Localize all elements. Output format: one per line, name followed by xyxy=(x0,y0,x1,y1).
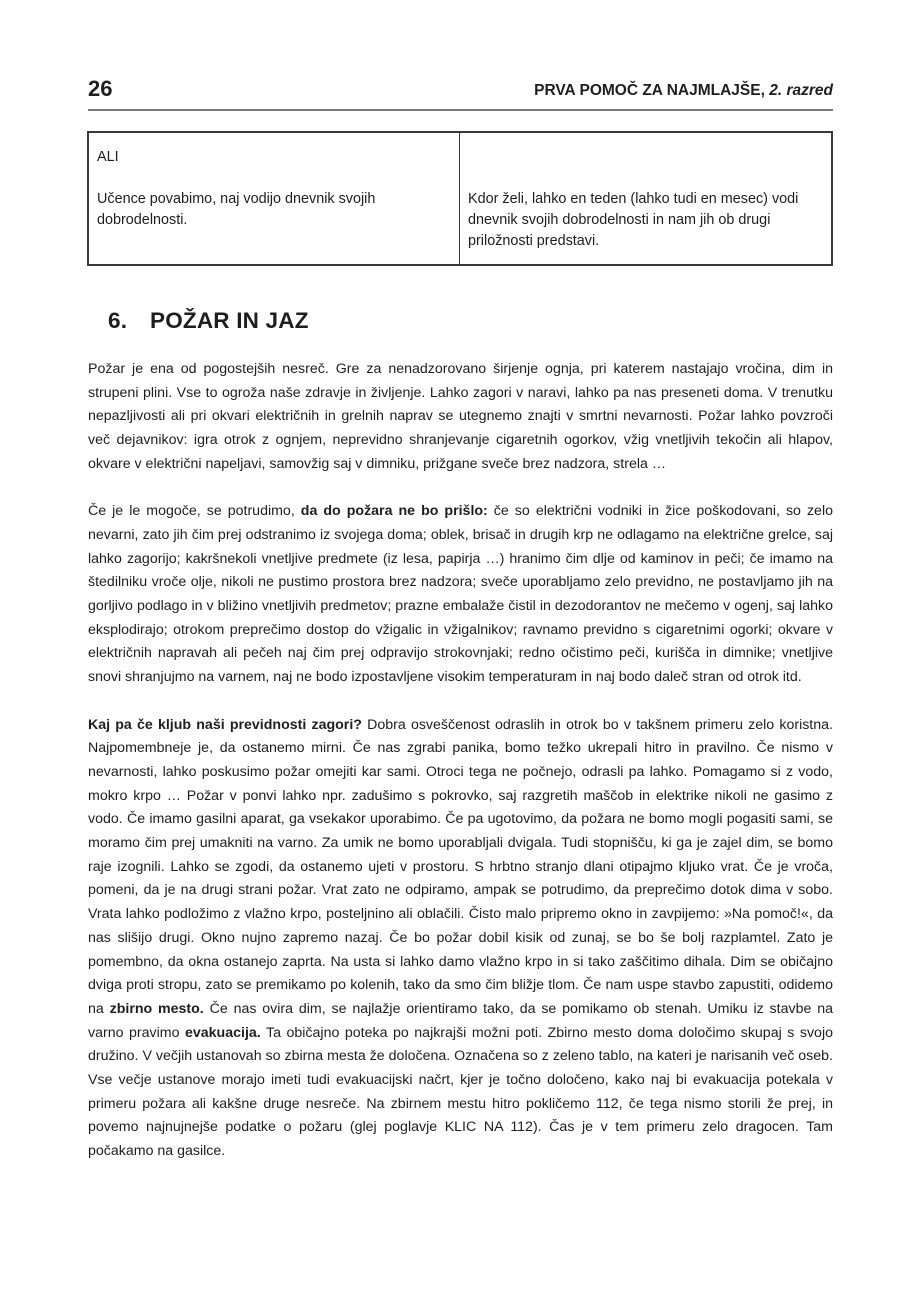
prevention-emphasis: da do požara ne bo prišlo: xyxy=(300,503,488,520)
response-lead: Kaj pa če kljub naši previdnosti zagori? xyxy=(88,716,362,733)
alt-label: ALI xyxy=(97,149,119,165)
book-title: PRVA POMOČ ZA NAJMLAJŠE, xyxy=(534,82,765,99)
paragraph-response: Kaj pa če kljub naši previdnosti zagori? Dobra osveščenost odraslih in otrok bo v takšnem primeru zelo koristna. Najpomembneje je, da ostanemo mirni. Če nas zgrabi panika, bomo težko ukrepali hitro in pravilno. Če nismo v nevarnosti, lahko poskusimo požar omejiti kar sami. Otroci tega ne počnejo, odrasli pa lahko. Pomagamo si z vodo, mokro krpo … Požar v ponvi lahko npr. zadušimo s pokrovko, saj razgretih maščob in elektrike nikoli ne gasimo z vodo. Če imamo gasilni aparat, ga vsekakor uporabimo. Če pa ugotovimo, da požara ne bomo mogli pogasiti sami, se moramo čim prej umakniti na varno. Za umik ne bomo uporabljali dvigala. Tudi stopnišču, ki ga je zajel dim, se bomo raje izognili. Lahko se zgodi, da ostanemo ujeti v prostoru. S hrbtno stranjo dlani otipajmo kljuko vrat. Če je vroča, pomeni, da je na drugi strani požar. Vrat zato ne odpiramo, ampak se potrudimo, da preprečimo dotok dima v sobo. Vrata lahko podložimo z vlažno krpo, posteljnino ali oblačili. Čisto malo pripremo okno in zavpijemo: »Na pomoč!«, da nas slišijo drugi. Okno nujno zapremo nazaj. Če bo požar dobil kisik od zunaj, se bo še bolj razplamtel. Zato je pomembno, da okna ostanejo zaprta. Na usta si lahko damo vlažno krpo in si tako zaščitimo dihala. Dim se običajno dviga proti stropu, zato se premikamo po kolenih, tako da smo čim bližje tlom. Če nam uspe stavbo zapustiti, odidemo na zbirno mesto. Če nas ovira dim, se najlažje orientiramo tako, da se pomikamo ob stenah. Umiku iz stavbe na varno pravimo evakuacija. Ta običajno poteka po najkrajši možni poti. Zbirno mesto doma določimo skupaj s svojo družino. V večjih ustanovah so zbirna mesta že določena. Označena so z zeleno tablo, na kateri je narisanih več oseb. Vse večje ustanove morajo imeti tudi evakuacijski načrt, kjer je točno določeno, kako naj bi evakuacija potekala v primeru požara ali kakšne druge nesreče. Na zbirnem mestu hitro pokličemo 112, če tega nismo storili že prej, in povemo najnujnejše podatke o požaru (glej poglavje KLIC NA 112). Čas je v tem primeru zelo dragocen. Tam počakamo na gasilce. xyxy=(88,716,833,1160)
section-number: 6. xyxy=(108,308,128,333)
right-cell-text: Kdor želi, lahko en teden (lahko tudi en mesec) vodi dnevnik svojih dobrodelnosti in nam jih ob drugi priložnosti predstavi. xyxy=(468,191,799,249)
paragraph-prevention: Če je le mogoče, se potrudimo, da do požara ne bo prišlo: če so električni vodniki in žice poškodovani, so zelo nevarni, zato jih čim prej odstranimo iz svojega doma; oblek, brisač in drugih krp ne odlagamo na električne grelce, saj lahko zagorijo; kakršnekoli vnetljive predmete (iz lesa, papirja …) hranimo čim dlje od kaminov in peči; če imamo na štedilniku vroče olje, nikoli ne pustimo prostora brez nadzora; sveče uporabljamo zelo previdno, ne postavljamo jih na gorljivo podlago in v bližino vnetljivih predmetov; prazne embalaže čistil in dezodorantov ne mečemo v ogenj, saj lahko eksplodirajo; otrokom preprečimo dostop do vžigalic in vžigalnikov; ravnamo previdno s cigaretnimi ogorki; okvare v električnih napravah ali pečeh naj čim prej odpravijo strokovnjaki; redno očistimo peči, kurišča in dimnike; vnetljive snovi shranjujmo na varnem, naj ne bodo izpostavljene visokim temperaturam in naj bodo daleč stran od otrok itd. xyxy=(88,503,833,686)
page-header xyxy=(88,76,833,106)
table-row xyxy=(88,132,832,265)
book-subtitle: 2. razred xyxy=(769,82,833,99)
running-title xyxy=(534,82,833,100)
section-heading: POŽAR IN JAZ xyxy=(150,308,309,333)
left-cell-text: Učence povabimo, naj vodijo dnevnik svojih dobrodelnosti. xyxy=(97,191,376,228)
header-rule xyxy=(88,109,833,111)
activity-table xyxy=(87,131,833,266)
table-cell-left xyxy=(88,132,460,265)
table-cell-right xyxy=(460,132,833,265)
term-assembly-point: zbirno mesto. xyxy=(109,1000,204,1017)
term-evacuation: evakuacija. xyxy=(185,1024,261,1041)
paragraph-intro: Požar je ena od pogostejših nesreč. Gre za nenadzorovano širjenje ognja, pri katerem nastajajo vročina, dim in strupeni plini. Vse to ogroža naše zdravje in življenje. Lahko zagori v naravi, lahko pa nas preseneti doma. V trenutku nepazljivosti ali pri okvari električnih in grelnih naprav se utegnemo znajti v smrtni nevarnosti. Požar lahko povzroči več dejavnikov: igra otrok z ognjem, neprevidno shranjevanje cigaretnih ogorkov, vžig vnetljivih tekočin ali hlapov, okvare v električni napeljavi, samovžig saj v dimniku, prižgane sveče brez nadzora, strela … xyxy=(88,361,833,472)
section-title xyxy=(108,308,309,334)
page-number: 26 xyxy=(88,76,113,101)
body-text xyxy=(88,358,833,1188)
